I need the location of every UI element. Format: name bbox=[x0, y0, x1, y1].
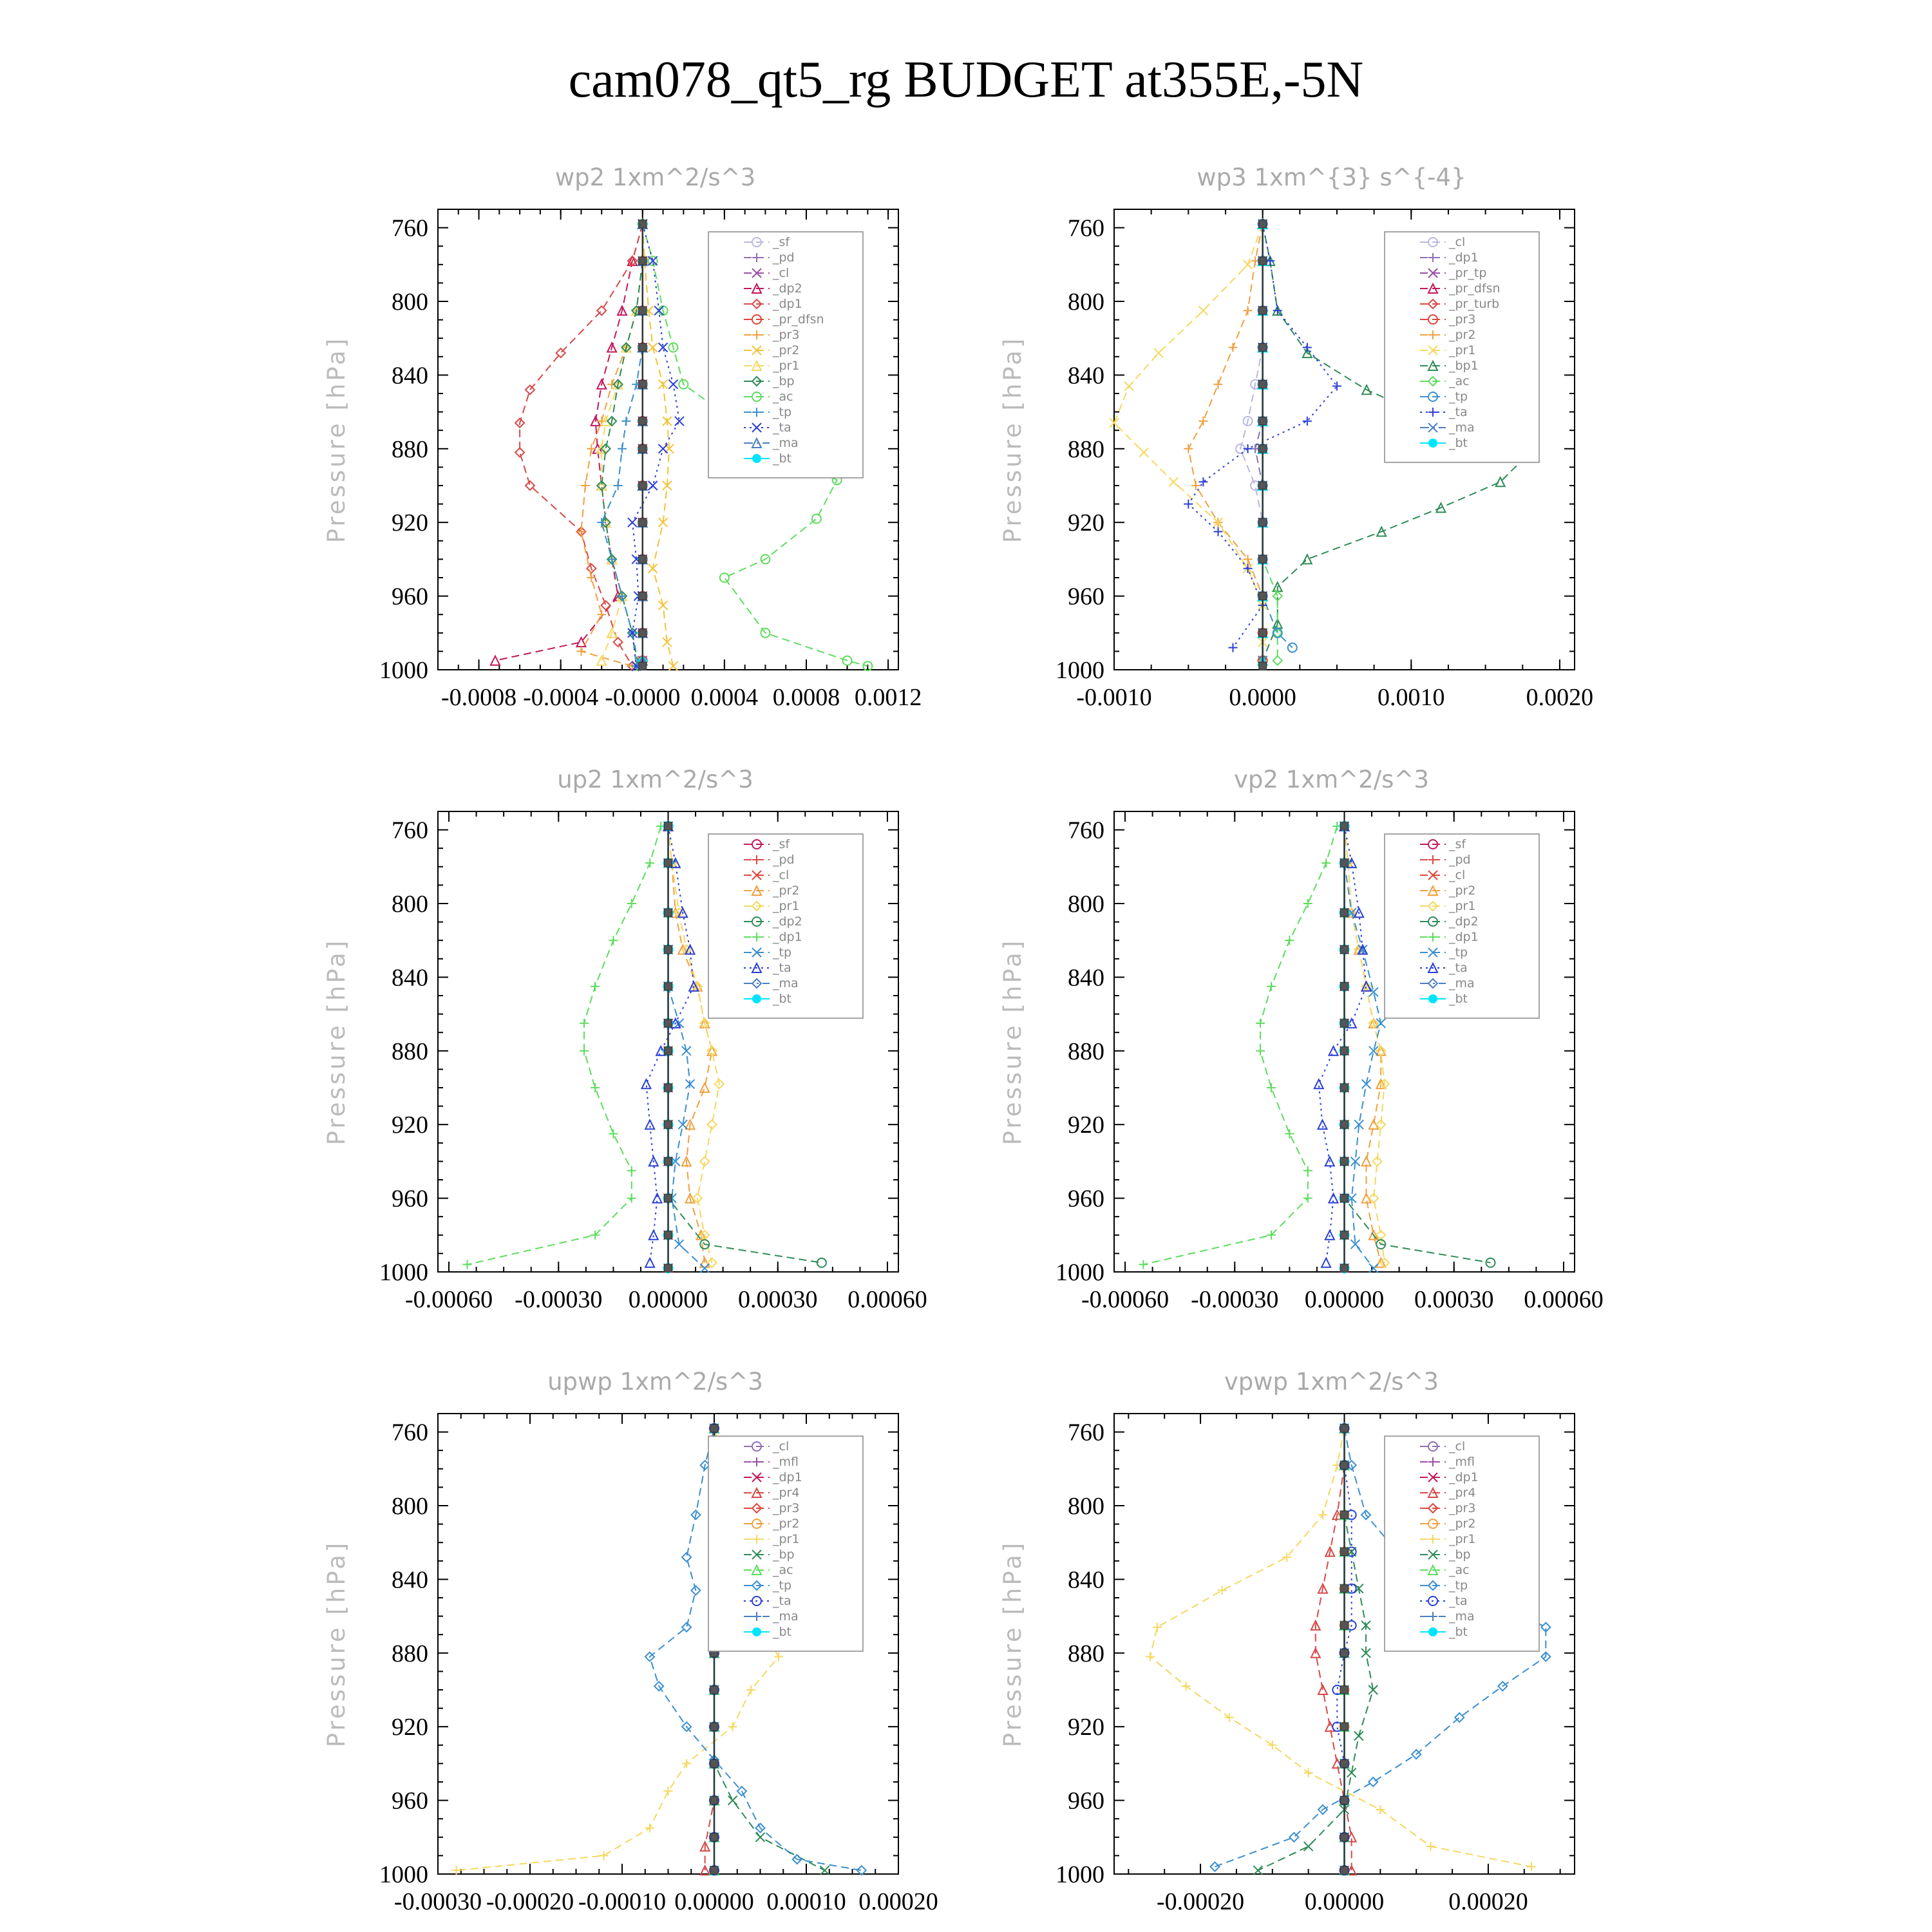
panel-title: wp3 1xm^{3} s^{-4} bbox=[1197, 164, 1466, 191]
zero-marker bbox=[1341, 1759, 1349, 1767]
legend-label: _pr_turb bbox=[1449, 297, 1500, 311]
zero-marker bbox=[1259, 555, 1267, 563]
legend-label: _pr2 bbox=[773, 1517, 800, 1531]
zero-marker bbox=[1341, 1649, 1349, 1657]
legend-label: _pr_dfsn bbox=[1449, 281, 1501, 296]
legend-label: _dp2 bbox=[773, 281, 802, 296]
legend-label: _tp bbox=[1449, 390, 1468, 404]
y-tick-label: 1000 bbox=[379, 657, 428, 684]
zero-marker bbox=[665, 1019, 672, 1027]
zero-marker bbox=[639, 307, 647, 314]
legend-label: _cl bbox=[1449, 1439, 1466, 1454]
legend-label: _dp1 bbox=[773, 1470, 802, 1484]
zero-marker bbox=[710, 1686, 718, 1694]
y-tick-label: 800 bbox=[1068, 891, 1104, 918]
legend-label: _pr1 bbox=[773, 1532, 800, 1546]
y-tick-label: 920 bbox=[1068, 509, 1104, 537]
figure-title: cam078_qt5_rg BUDGET at355E,-5N bbox=[568, 52, 1364, 108]
zero-marker bbox=[639, 592, 647, 600]
y-axis-label: Pressure [hPa] bbox=[323, 938, 350, 1146]
x-tick-label: -0.0004 bbox=[523, 684, 599, 711]
x-tick-label: -0.0000 bbox=[605, 684, 681, 711]
zero-marker bbox=[1259, 417, 1267, 425]
legend-label: _dp1 bbox=[1449, 1470, 1479, 1484]
zero-marker bbox=[665, 822, 672, 830]
x-tick-label: -0.00030 bbox=[515, 1286, 603, 1313]
y-tick-label: 1000 bbox=[1056, 1259, 1104, 1286]
y-tick-label: 1000 bbox=[379, 1861, 428, 1888]
zero-marker bbox=[1341, 1833, 1349, 1841]
legend-label: _ma bbox=[1449, 1609, 1475, 1624]
legend-label: _dp1 bbox=[773, 930, 802, 944]
zero-marker bbox=[639, 555, 647, 563]
y-tick-label: 760 bbox=[1068, 1419, 1104, 1446]
legend-label: _ta bbox=[773, 961, 791, 975]
zero-marker bbox=[639, 662, 647, 670]
zero-marker bbox=[1341, 1622, 1349, 1629]
zero-marker bbox=[1259, 257, 1267, 265]
legend-label: _sf bbox=[773, 235, 790, 249]
legend-label: _ma bbox=[773, 976, 799, 990]
y-tick-label: 880 bbox=[392, 1037, 428, 1065]
x-tick-label: -0.0010 bbox=[1076, 684, 1152, 711]
zero-marker bbox=[1341, 909, 1349, 916]
zero-marker bbox=[639, 445, 647, 453]
legend-marker bbox=[752, 1627, 761, 1636]
legend-label: _pr4 bbox=[1449, 1486, 1476, 1500]
zero-marker bbox=[1341, 1548, 1349, 1556]
zero-marker bbox=[1341, 1686, 1349, 1694]
x-tick-label: 0.0008 bbox=[772, 684, 840, 711]
x-tick-label: 0.0004 bbox=[690, 684, 759, 711]
x-tick-label: -0.00030 bbox=[1191, 1286, 1279, 1313]
legend-label: _pr_dfsn bbox=[773, 312, 824, 327]
legend-label: _pr_tp bbox=[1449, 266, 1487, 280]
legend-label: _ac bbox=[1449, 374, 1470, 388]
legend-label: _ma bbox=[773, 1609, 799, 1624]
legend-label: _pd bbox=[1449, 853, 1471, 867]
legend-label: _ta bbox=[1449, 405, 1468, 419]
y-tick-label: 920 bbox=[392, 509, 428, 537]
zero-marker bbox=[639, 257, 647, 265]
legend-label: _pr1 bbox=[1449, 343, 1476, 357]
legend-label: _cl bbox=[773, 266, 790, 280]
zero-marker bbox=[665, 859, 672, 867]
zero-marker bbox=[1259, 518, 1267, 526]
zero-marker bbox=[665, 1195, 672, 1202]
y-tick-label: 1000 bbox=[1056, 657, 1104, 684]
zero-marker bbox=[1259, 220, 1267, 228]
y-tick-label: 880 bbox=[392, 435, 428, 463]
y-tick-label: 880 bbox=[392, 1640, 428, 1667]
y-axis-label: Pressure [hPa] bbox=[999, 1540, 1027, 1748]
y-tick-label: 960 bbox=[392, 583, 428, 611]
y-tick-label: 880 bbox=[1068, 1037, 1104, 1065]
panel-title: upwp 1xm^2/s^3 bbox=[547, 1368, 763, 1396]
legend-marker bbox=[752, 454, 761, 463]
legend-label: _ac bbox=[773, 1563, 793, 1577]
legend-label: _ta bbox=[1449, 961, 1468, 975]
legend-label: _pr3 bbox=[1449, 1501, 1476, 1515]
zero-marker bbox=[1259, 344, 1267, 352]
y-axis-label: Pressure [hPa] bbox=[323, 336, 350, 544]
legend-label: _ta bbox=[773, 1594, 791, 1608]
zero-marker bbox=[1341, 1425, 1349, 1432]
zero-marker bbox=[1259, 307, 1267, 314]
zero-marker bbox=[665, 946, 672, 954]
legend-marker bbox=[752, 994, 761, 1003]
y-tick-label: 960 bbox=[392, 1185, 428, 1213]
y-tick-label: 920 bbox=[1068, 1714, 1104, 1741]
legend-label: _bt bbox=[1449, 1625, 1468, 1639]
zero-marker bbox=[1341, 822, 1349, 830]
legend-label: _bt bbox=[773, 1625, 792, 1639]
y-tick-label: 960 bbox=[1068, 583, 1104, 611]
y-tick-label: 920 bbox=[392, 1112, 428, 1139]
legend-label: _pd bbox=[773, 853, 795, 867]
y-tick-label: 800 bbox=[392, 891, 428, 918]
zero-marker bbox=[665, 1231, 672, 1239]
y-tick-label: 760 bbox=[392, 214, 428, 242]
legend-label: _tp bbox=[773, 1578, 792, 1593]
x-tick-label: -0.0008 bbox=[440, 684, 517, 711]
legend-label: _pr3 bbox=[773, 328, 800, 342]
zero-marker bbox=[1341, 1121, 1349, 1128]
y-tick-label: 800 bbox=[392, 1493, 428, 1520]
zero-marker bbox=[710, 1723, 718, 1730]
x-tick-label: -0.00030 bbox=[393, 1888, 482, 1915]
zero-marker bbox=[639, 344, 647, 352]
x-tick-label: 0.00030 bbox=[1414, 1286, 1494, 1313]
legend-label: _bp bbox=[1449, 1548, 1471, 1562]
legend-label: _mfl bbox=[773, 1455, 799, 1469]
zero-marker bbox=[639, 417, 647, 425]
y-tick-label: 840 bbox=[1068, 1566, 1104, 1594]
legend-label: _tp bbox=[1449, 1578, 1468, 1593]
zero-marker bbox=[1259, 629, 1267, 637]
legend-label: _pr2 bbox=[1449, 328, 1476, 342]
legend-marker bbox=[1428, 994, 1437, 1003]
legend-label: _ta bbox=[773, 421, 791, 435]
y-axis-label: Pressure [hPa] bbox=[323, 1540, 350, 1748]
legend-label: _ac bbox=[773, 390, 793, 404]
legend-label: _pr3 bbox=[1449, 312, 1476, 327]
y-tick-label: 760 bbox=[1068, 214, 1104, 242]
legend-label: _bt bbox=[1449, 436, 1468, 450]
legend-label: _bp1 bbox=[1449, 359, 1479, 373]
x-tick-label: 0.00000 bbox=[1304, 1888, 1385, 1915]
zero-marker bbox=[639, 220, 647, 228]
zero-marker bbox=[665, 1264, 672, 1272]
zero-marker bbox=[1341, 1511, 1349, 1519]
y-tick-label: 880 bbox=[1068, 435, 1104, 463]
legend-label: _pr2 bbox=[773, 884, 800, 898]
legend-label: _cl bbox=[773, 1439, 790, 1454]
zero-marker bbox=[1341, 1019, 1349, 1027]
x-tick-label: -0.00060 bbox=[404, 1286, 493, 1313]
legend-label: _pd bbox=[773, 251, 795, 265]
legend-label: _dp1 bbox=[1449, 251, 1479, 265]
legend-label: _pr1 bbox=[1449, 1532, 1476, 1546]
y-tick-label: 760 bbox=[392, 1419, 428, 1446]
y-axis-label: Pressure [hPa] bbox=[999, 336, 1027, 544]
x-tick-label: -0.00060 bbox=[1081, 1286, 1170, 1313]
panel-title: vpwp 1xm^2/s^3 bbox=[1224, 1368, 1439, 1396]
y-tick-label: 840 bbox=[1068, 362, 1104, 390]
zero-marker bbox=[1341, 859, 1349, 867]
y-tick-label: 800 bbox=[1068, 289, 1104, 316]
x-tick-label: 0.0000 bbox=[1229, 684, 1296, 711]
zero-marker bbox=[1341, 946, 1349, 954]
legend-label: _cl bbox=[1449, 235, 1466, 249]
x-tick-label: 0.00000 bbox=[628, 1286, 708, 1313]
zero-marker bbox=[710, 1797, 718, 1804]
legend-label: _bt bbox=[773, 451, 792, 466]
legend-label: _tp bbox=[773, 945, 792, 960]
y-tick-label: 920 bbox=[392, 1714, 428, 1741]
x-tick-label: -0.00020 bbox=[1156, 1888, 1245, 1915]
y-tick-label: 840 bbox=[392, 362, 428, 390]
zero-marker bbox=[1259, 662, 1267, 670]
legend-label: _pr1 bbox=[773, 359, 800, 373]
zero-marker bbox=[665, 983, 672, 990]
legend-label: _bt bbox=[1449, 992, 1468, 1006]
x-tick-label: -0.00020 bbox=[486, 1888, 574, 1915]
zero-marker bbox=[639, 381, 647, 388]
zero-marker bbox=[1259, 482, 1267, 489]
legend-label: _pr2 bbox=[1449, 1517, 1476, 1531]
panel-title: wp2 1xm^2/s^3 bbox=[554, 164, 756, 191]
legend-label: _pr3 bbox=[773, 1501, 800, 1515]
legend-label: _ac bbox=[1449, 1563, 1470, 1577]
zero-marker bbox=[710, 1759, 718, 1767]
legend-label: _mfl bbox=[1449, 1455, 1475, 1469]
zero-marker bbox=[1341, 1866, 1349, 1874]
zero-marker bbox=[665, 909, 672, 916]
y-tick-label: 960 bbox=[1068, 1787, 1104, 1815]
zero-marker bbox=[1341, 1797, 1349, 1804]
legend-label: _pr2 bbox=[1449, 884, 1476, 898]
zero-marker bbox=[1341, 1047, 1349, 1055]
x-tick-label: 0.00000 bbox=[1304, 1286, 1385, 1313]
zero-marker bbox=[1341, 1723, 1349, 1730]
y-tick-label: 840 bbox=[1068, 964, 1104, 992]
legend-label: _dp1 bbox=[773, 297, 802, 311]
zero-marker bbox=[665, 1084, 672, 1092]
legend-label: _ma bbox=[1449, 976, 1475, 990]
y-tick-label: 880 bbox=[1068, 1640, 1104, 1667]
y-tick-label: 760 bbox=[1068, 817, 1104, 844]
zero-marker bbox=[710, 1425, 718, 1432]
legend-label: _bt bbox=[773, 992, 792, 1006]
x-tick-label: 0.00010 bbox=[766, 1888, 846, 1915]
y-tick-label: 1000 bbox=[379, 1259, 428, 1286]
x-tick-label: 0.0012 bbox=[854, 684, 922, 711]
zero-marker bbox=[639, 482, 647, 489]
zero-marker bbox=[1259, 592, 1267, 600]
x-tick-label: 0.00020 bbox=[1448, 1888, 1528, 1915]
legend-label: _pr2 bbox=[773, 343, 800, 357]
legend-label: _dp1 bbox=[1449, 930, 1479, 944]
legend-label: _cl bbox=[773, 868, 790, 882]
y-tick-label: 1000 bbox=[1056, 1861, 1104, 1888]
legend-marker bbox=[1428, 1627, 1437, 1636]
zero-marker bbox=[1341, 1195, 1349, 1202]
y-tick-label: 840 bbox=[392, 1566, 428, 1594]
legend-label: _pr1 bbox=[1449, 899, 1476, 913]
panel-title: up2 1xm^2/s^3 bbox=[557, 766, 753, 793]
y-tick-label: 960 bbox=[1068, 1185, 1104, 1213]
zero-marker bbox=[665, 1121, 672, 1128]
y-axis-label: Pressure [hPa] bbox=[999, 938, 1027, 1146]
legend-label: _pr4 bbox=[773, 1486, 800, 1500]
legend-label: _tp bbox=[1449, 945, 1468, 960]
zero-marker bbox=[1341, 1461, 1349, 1469]
legend-label: _bp bbox=[773, 1548, 795, 1562]
legend-label: _pr1 bbox=[773, 899, 800, 913]
x-tick-label: 0.00060 bbox=[848, 1286, 927, 1313]
legend-marker bbox=[1428, 439, 1437, 448]
x-tick-label: -0.00010 bbox=[578, 1888, 667, 1915]
legend-label: _sf bbox=[773, 837, 790, 851]
y-tick-label: 920 bbox=[1068, 1112, 1104, 1139]
zero-marker bbox=[1341, 1084, 1349, 1092]
x-tick-label: 0.0020 bbox=[1526, 684, 1594, 711]
x-tick-label: 0.00000 bbox=[674, 1888, 754, 1915]
x-tick-label: 0.00030 bbox=[737, 1286, 818, 1313]
x-tick-label: 0.00060 bbox=[1524, 1286, 1604, 1313]
x-tick-label: 0.0010 bbox=[1378, 684, 1445, 711]
y-tick-label: 800 bbox=[392, 289, 428, 316]
legend-label: _ta bbox=[1449, 1594, 1468, 1608]
y-tick-label: 800 bbox=[1068, 1493, 1104, 1520]
zero-marker bbox=[1341, 1231, 1349, 1239]
legend-label: _cl bbox=[1449, 868, 1466, 882]
zero-marker bbox=[710, 1866, 718, 1874]
zero-marker bbox=[1341, 1585, 1349, 1593]
y-tick-label: 960 bbox=[392, 1787, 428, 1815]
legend-label: _dp2 bbox=[773, 914, 802, 929]
zero-marker bbox=[1341, 983, 1349, 990]
legend-label: _ma bbox=[773, 436, 799, 450]
zero-marker bbox=[710, 1833, 718, 1841]
legend-label: _tp bbox=[773, 405, 792, 419]
zero-marker bbox=[1341, 1157, 1349, 1165]
legend-label: _dp2 bbox=[1449, 914, 1479, 929]
zero-marker bbox=[639, 629, 647, 637]
y-tick-label: 840 bbox=[392, 964, 428, 992]
x-tick-label: 0.00020 bbox=[858, 1888, 938, 1915]
zero-marker bbox=[1341, 1264, 1349, 1272]
zero-marker bbox=[639, 518, 647, 526]
zero-marker bbox=[1259, 445, 1267, 453]
legend-label: _ma bbox=[1449, 421, 1475, 435]
zero-marker bbox=[1259, 381, 1267, 388]
panel-title: vp2 1xm^2/s^3 bbox=[1234, 766, 1429, 793]
zero-marker bbox=[665, 1047, 672, 1055]
legend-label: _bp bbox=[773, 374, 795, 388]
zero-marker bbox=[665, 1157, 672, 1165]
legend-label: _sf bbox=[1449, 837, 1466, 851]
y-tick-label: 760 bbox=[392, 817, 428, 844]
